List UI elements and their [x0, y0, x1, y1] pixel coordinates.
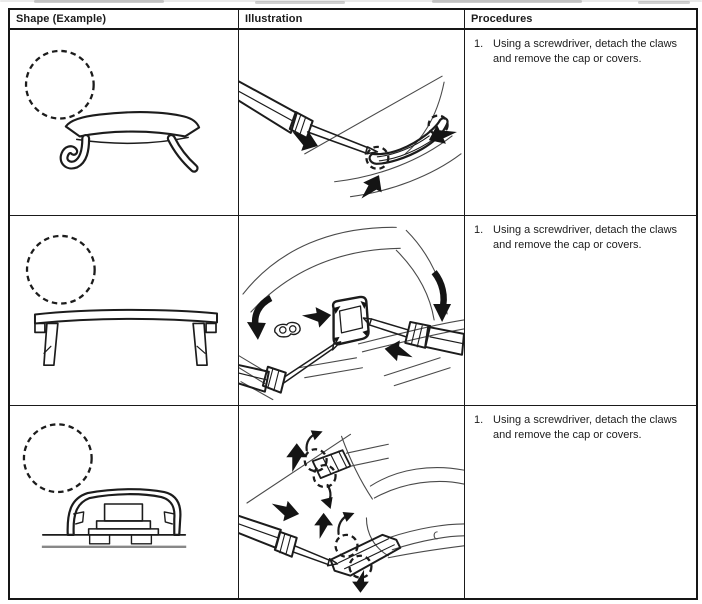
- column-header-procedures-label: Procedures: [471, 13, 533, 25]
- procedure-step-text: Using a screwdriver, detach the claws and remove the cap or covers.: [493, 224, 678, 251]
- pry-arrow: [269, 498, 302, 524]
- pry-arrow: [383, 338, 415, 363]
- column-header-illustration: [239, 10, 465, 30]
- scan-noise: [0, 0, 702, 2]
- procedure-cell-row2: [465, 216, 696, 406]
- scan-noise: [432, 0, 582, 3]
- flat-cover-with-two-legs-shape-icon: [10, 216, 238, 405]
- illustration-cell-row3: [239, 406, 465, 598]
- pry-arrow: [286, 443, 307, 472]
- screwdriver-prying-seat-base-cover-icon: [239, 406, 464, 598]
- rotate-arrow: [321, 497, 333, 509]
- procedure-step-number: 1.: [474, 414, 484, 426]
- column-header-shape-label: Shape (Example): [16, 13, 107, 25]
- procedure-table: [8, 8, 698, 600]
- column-header-illustration-label: Illustration: [245, 13, 303, 25]
- shape-cell-row2: [10, 216, 239, 406]
- rotate-arrow: [433, 304, 451, 322]
- scan-noise: [34, 0, 164, 3]
- procedure-cell-row1: [465, 30, 696, 216]
- pry-arrow: [301, 305, 333, 331]
- procedure-step-number: 1.: [474, 224, 484, 236]
- procedure-step-text: Using a screwdriver, detach the claws and remove the cap or covers.: [493, 414, 678, 441]
- column-header-shape: [10, 10, 239, 30]
- shape-cell-row3: [10, 406, 239, 598]
- illustration-cell-row2: [239, 216, 465, 406]
- screwdriver-prying-curved-trim-clip-icon: [239, 30, 464, 215]
- procedure-cell-row3: [465, 406, 696, 598]
- rotate-arrow: [247, 322, 266, 340]
- pry-arrow: [314, 513, 333, 539]
- illustration-cell-row1: [239, 30, 465, 216]
- trim-clip-cap-with-hook-legs-shape-icon: [10, 30, 238, 215]
- column-header-procedures: [465, 10, 696, 30]
- scan-noise: [638, 1, 690, 4]
- procedure-step-text: Using a screwdriver, detach the claws and remove the cap or covers.: [493, 38, 678, 65]
- dome-cap-cross-section-shape-icon: [10, 406, 238, 598]
- shape-cell-row1: [10, 30, 239, 216]
- two-screwdrivers-prying-square-cover-icon: [239, 216, 464, 405]
- scan-noise: [255, 1, 345, 4]
- procedure-step-number: 1.: [474, 38, 484, 50]
- pry-arrow: [356, 170, 388, 205]
